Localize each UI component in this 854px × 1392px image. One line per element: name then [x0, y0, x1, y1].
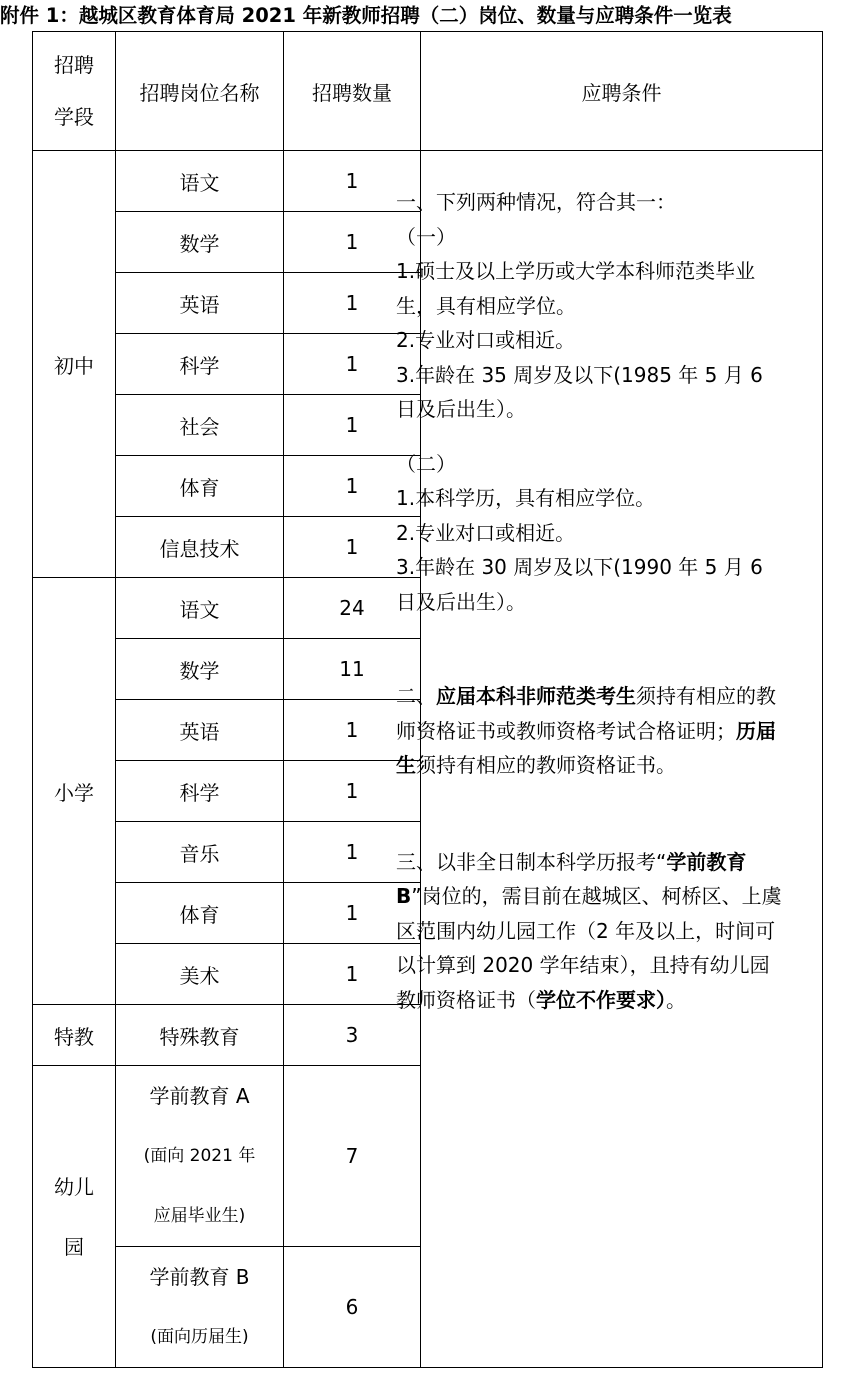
count-cell: 1: [284, 883, 421, 944]
count-cell: 1: [284, 456, 421, 517]
kg-a-note2: 应届毕业生): [153, 1206, 246, 1226]
cond-s3-bold1: 学前教育 B: [396, 849, 747, 908]
position-cell: 科学: [116, 761, 284, 822]
stage-primary: 小学: [33, 578, 116, 1005]
count-cell: 1: [284, 334, 421, 395]
conditions-text: [396, 185, 786, 1017]
cond-s1-b3: 3.年龄在 30 周岁及以下(1990 年 5 月 6 日及后出生）。: [396, 555, 763, 614]
stage-special: 特教: [33, 1005, 116, 1066]
document-title: 附件 1：越城区教育体育局 2021 年新教师招聘（二）岗位、数量与应聘条件一览表: [0, 4, 732, 27]
count-cell: 11: [284, 639, 421, 700]
count-cell: 24: [284, 578, 421, 639]
position-cell: 语文: [116, 578, 284, 639]
cond-s1-b1: 1.本科学历，具有相应学位。: [396, 486, 656, 510]
cond-s1-a3: 3.年龄在 35 周岁及以下(1985 年 5 月 6 日及后出生）。: [396, 362, 763, 421]
position-cell: 社会: [116, 395, 284, 456]
count-cell: 1: [284, 517, 421, 578]
count-cell: 1: [284, 822, 421, 883]
position-cell: 体育: [116, 883, 284, 944]
header-row: [33, 32, 823, 151]
header-count: 招聘数量: [284, 32, 421, 151]
cond-s2: [396, 679, 786, 783]
stage-junior: 初中: [33, 151, 116, 578]
cond-s2-mid: 须持有相应的教师资格证书或教师资格考试合格证明；: [396, 684, 776, 743]
position-cell: 科学: [116, 334, 284, 395]
header-conditions: 应聘条件: [421, 32, 823, 151]
count-cell-kg-a: 7: [284, 1066, 421, 1247]
cond-s1-b: （二）: [396, 451, 456, 476]
position-cell: 美术: [116, 944, 284, 1005]
stage-kindergarten: [33, 1066, 116, 1368]
count-cell-kg-b: 6: [284, 1247, 421, 1368]
position-cell: 体育: [116, 456, 284, 517]
kg-a-name: 学前教育 A: [149, 1084, 250, 1108]
count-cell: 1: [284, 761, 421, 822]
cond-s2-bold2: 历届生: [396, 718, 776, 777]
cond-s2-bold1: 应届本科非师范类考生: [436, 684, 636, 708]
count-cell: 3: [284, 1005, 421, 1066]
count-cell: 1: [284, 151, 421, 212]
count-cell: 1: [284, 212, 421, 273]
position-cell: 语文: [116, 151, 284, 212]
position-cell: 数学: [116, 639, 284, 700]
position-cell: 音乐: [116, 822, 284, 883]
position-cell-kg-b: [116, 1247, 284, 1368]
cond-s1-a2: 2.专业对口或相近。: [396, 328, 576, 352]
cond-s2-pre: 二、: [396, 684, 436, 708]
cond-s1-a: （一）: [396, 224, 456, 249]
stage-kindergarten-line1: 幼儿: [54, 1174, 94, 1199]
position-cell: 英语: [116, 700, 284, 761]
count-cell: 1: [284, 395, 421, 456]
count-cell: 1: [284, 273, 421, 334]
cond-s1-a1: 1.硕士及以上学历或大学本科师范类毕业生，具有相应学位。: [396, 259, 756, 318]
cond-s3-mid: ”岗位的，需目前在越城区、柯桥区、上虞区范围内幼儿园工作（2 年及以上，时间可以计算到 2020 学年结束），且持有幼儿园教师资格证书（: [396, 884, 782, 1012]
position-cell: 数学: [116, 212, 284, 273]
cond-s3-end: 。: [666, 987, 686, 1012]
stage-kindergarten-line2: 园: [64, 1234, 84, 1259]
count-cell: 1: [284, 944, 421, 1005]
cond-s1-title: 一、下列两种情况，符合其一：: [396, 190, 676, 214]
position-cell: 信息技术: [116, 517, 284, 578]
kg-b-note: (面向历届生): [150, 1327, 249, 1347]
kg-b-name: 学前教育 B: [149, 1265, 250, 1289]
cond-s2-end: 须持有相应的教师资格证书。: [416, 753, 676, 777]
position-cell-kg-a: [116, 1066, 284, 1247]
header-stage-line1: 招聘: [54, 53, 94, 77]
cond-s3-bold2: 学位不作要求）: [536, 987, 666, 1012]
header-stage-line2: 学段: [54, 105, 94, 129]
header-stage: [33, 32, 116, 151]
cond-s3-pre: 三、以非全日制本科学历报考“: [396, 849, 667, 874]
position-cell: 英语: [116, 273, 284, 334]
position-cell: 特殊教育: [116, 1005, 284, 1066]
kg-a-note1: (面向 2021 年: [143, 1146, 256, 1166]
cond-s1-b2: 2.专业对口或相近。: [396, 520, 576, 545]
cond-s3: [396, 845, 786, 1018]
count-cell: 1: [284, 700, 421, 761]
header-position: 招聘岗位名称: [116, 32, 284, 151]
